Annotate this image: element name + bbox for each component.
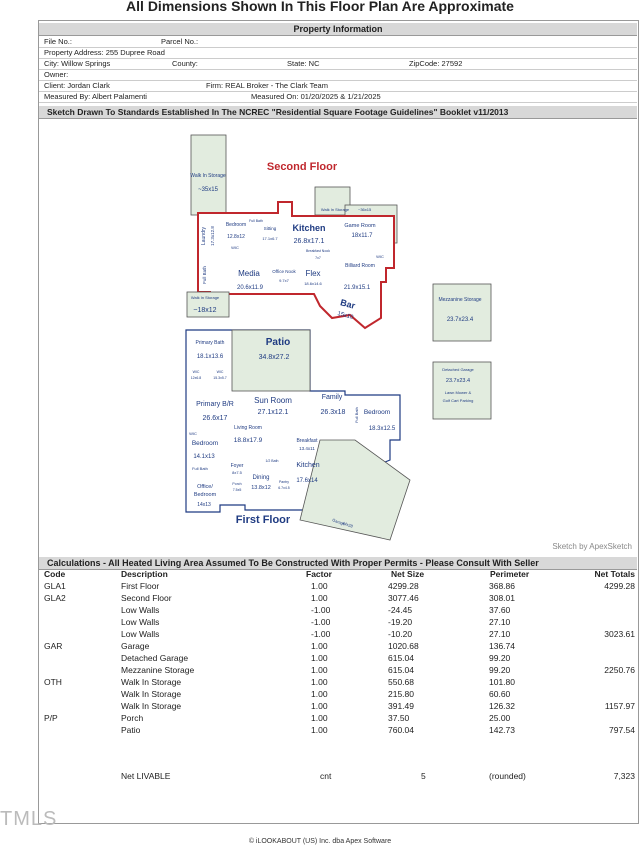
ff-bedroom-l: Bedroom — [191, 440, 219, 447]
detached-garage-note2: Golf Cart Parking — [442, 398, 474, 403]
ff-wic-b: WIC — [216, 370, 224, 374]
sf-media: Media — [238, 269, 260, 278]
sf-full-bath-2: Full Bath — [202, 266, 207, 284]
calc-net-size: -24.45 — [388, 605, 413, 615]
calc-factor: 1.00 — [311, 593, 328, 603]
calc-factor: 1.00 — [311, 725, 328, 735]
sf-sitting-dim: 17.1x6.7 — [262, 236, 278, 241]
calc-perimeter: 99.20 — [489, 665, 511, 675]
calc-perimeter: 101.80 — [489, 677, 515, 687]
sf-flex-dim: 18.6x14.6 — [304, 281, 322, 286]
property-row-3 — [39, 59, 637, 70]
sketch-by: Sketch by ApexSketch — [552, 542, 632, 551]
wis-top-label: Walk In Storage — [190, 173, 226, 179]
calc-net-size: 3077.46 — [388, 593, 419, 603]
sf-billiard-dim: 21.9x15.1 — [343, 285, 371, 291]
calc-net-total: 797.54 — [609, 725, 635, 735]
calc-header: Calculations - All Heated Living Area Assumed To Be Constructed With Proper Permits - Please Consult With Seller — [39, 557, 637, 570]
property-row-5 — [39, 81, 637, 92]
sf-wic: WIC — [231, 245, 239, 250]
garage-box — [300, 440, 410, 540]
net-livable-size: 5 — [421, 771, 426, 781]
calc-factor: -1.00 — [311, 617, 331, 627]
zipcode: ZipCode: 27592 — [409, 59, 463, 68]
measured-by: Measured By: Albert Palamenti — [44, 92, 147, 101]
ff-wic-c: WIC — [189, 431, 197, 436]
parcel-no: Parcel No.: — [161, 37, 199, 46]
calc-description: Low Walls — [121, 605, 160, 615]
calc-description: Detached Garage — [121, 653, 189, 663]
owner: Owner: — [44, 70, 69, 79]
calc-factor: 1.00 — [311, 689, 328, 699]
calc-net-size: 1020.68 — [388, 641, 419, 651]
calc-code: GAR — [44, 641, 63, 651]
col-description: Description — [121, 569, 168, 579]
calc-perimeter: 308.01 — [489, 593, 515, 603]
sf-laundry-dim: 17.3x12.8 — [210, 226, 215, 246]
sf-breakfast-nook-dim: 7x7 — [315, 256, 321, 260]
first-floor-title: First Floor — [235, 514, 291, 526]
sf-bedroom: Bedroom — [225, 222, 247, 228]
sf-breakfast-nook: Breakfast Nook — [306, 249, 330, 253]
calc-factor: 1.00 — [311, 713, 328, 723]
ff-primary-bath: Primary Bath — [195, 340, 225, 346]
detached-garage-label: Detached Garage — [442, 367, 474, 372]
detached-garage-note1: Lawn Mower & — [444, 390, 472, 395]
ff-wic-b-dim: 15.3x5.7 — [213, 376, 227, 380]
calc-factor: 1.00 — [311, 665, 328, 675]
calc-net-size: 391.49 — [388, 701, 414, 711]
ff-patio-dim: 34.8x27.2 — [258, 354, 290, 361]
client: Client: Jordan Clark — [44, 81, 110, 90]
ff-primary-br: Primary B/R — [196, 401, 234, 408]
calc-net-size: 4299.28 — [388, 581, 419, 591]
ff-sun-room-dim: 27.1x12.1 — [257, 409, 289, 416]
calc-description: Porch — [121, 713, 144, 723]
property-row-6 — [39, 92, 637, 103]
sf-game-room: Game Room — [344, 223, 376, 229]
col-net-totals: Net Totals — [594, 569, 635, 579]
ff-primary-br-dim: 26.6x17 — [202, 415, 228, 422]
ff-bedroom-r-dim: 18.3x12.5 — [368, 426, 396, 432]
ff-full-bath: Full Bath — [354, 407, 359, 423]
ff-primary-bath-dim: 18.1x13.6 — [196, 354, 224, 360]
calc-description: Low Walls — [121, 629, 160, 639]
sf-flex: Flex — [305, 269, 321, 278]
sf-office-nook-dim: 9.7x7 — [279, 278, 289, 283]
property-row-4 — [39, 70, 637, 81]
calc-net-size: 215.80 — [388, 689, 414, 699]
county: County: — [172, 59, 198, 68]
calc-factor: 1.00 — [311, 581, 328, 591]
calc-description: Low Walls — [121, 617, 160, 627]
mls-watermark: TMLS — [0, 808, 58, 830]
ff-dining-dim: 13.8x12 — [251, 485, 271, 491]
sf-kitchen-dim: 26.8x17.1 — [293, 238, 325, 245]
calc-net-total: 3023.61 — [604, 629, 635, 639]
floor-plan-sketch — [39, 120, 637, 552]
ff-family-dim: 26.3x18 — [320, 409, 346, 416]
ff-wic-a-dim: 12x6.8 — [190, 376, 202, 380]
ff-patio: Patio — [265, 337, 291, 348]
col-code: Code — [44, 569, 66, 579]
calc-net-size: -19.20 — [388, 617, 413, 627]
measured-on: Measured On: 01/20/2025 & 1/21/2025 — [251, 92, 381, 101]
sf-sitting: Sitting — [263, 226, 277, 231]
calc-net-size: 37.50 — [388, 713, 410, 723]
ff-half-bath: 1/2 Bath — [265, 459, 279, 463]
col-perimeter: Perimeter — [490, 569, 530, 579]
net-livable-total: 7,323 — [613, 771, 635, 781]
sf-office-nook: Office Nook — [272, 269, 296, 274]
net-livable-label: Net LIVABLE — [121, 771, 171, 781]
ff-living-room-dim: 18.8x17.9 — [233, 437, 263, 444]
property-info-header: Property Information — [39, 23, 637, 36]
mezzanine-label: Mezzanine Storage — [438, 297, 482, 303]
calc-perimeter: 368.86 — [489, 581, 515, 591]
sf-laundry: Laundry — [201, 226, 207, 246]
ff-full-bath-l: Full Bath — [192, 466, 208, 471]
calc-perimeter: 27.10 — [489, 617, 511, 627]
calc-description: Walk In Storage — [121, 677, 182, 687]
file-no: File No.: — [44, 37, 72, 46]
footer-copyright: © iLOOKABOUT (US) Inc. dba Apex Software — [248, 838, 392, 845]
calc-perimeter: 142.73 — [489, 725, 515, 735]
sf-full-bath: Full Bath — [249, 219, 263, 223]
property-row-2 — [39, 48, 637, 59]
ff-office-dim: 14x13 — [197, 502, 211, 508]
calc-net-size: 550.68 — [388, 677, 414, 687]
detached-garage-dim: 23.7x23.4 — [445, 378, 471, 384]
ff-office: Office/ — [197, 484, 213, 490]
net-livable-factor: cnt — [320, 771, 332, 781]
ff-dining: Dining — [252, 475, 270, 481]
calc-factor: 1.00 — [311, 653, 328, 663]
page-title: All Dimensions Shown In This Floor Plan Are Approximate — [126, 0, 514, 14]
calc-net-size: 615.04 — [388, 665, 414, 675]
calc-perimeter: 37.60 — [489, 605, 511, 615]
calc-net-size: 760.04 — [388, 725, 414, 735]
calc-factor: -1.00 — [311, 605, 331, 615]
calc-description: Walk In Storage — [121, 689, 182, 699]
calc-code: P/P — [44, 713, 58, 723]
sf-kitchen: Kitchen — [292, 223, 326, 233]
ff-kitchen-dim: 17.6x14 — [296, 478, 318, 484]
sf-media-dim: 20.6x11.9 — [237, 285, 263, 291]
ff-pantry: Pantry — [278, 480, 290, 484]
calc-net-total: 1157.97 — [604, 701, 635, 711]
calc-perimeter: 27.10 — [489, 629, 511, 639]
col-factor: Factor — [306, 569, 332, 579]
calc-code: GLA2 — [44, 593, 66, 603]
ff-garage-dim: 44x28 — [341, 520, 354, 529]
col-net-size: Net Size — [391, 569, 425, 579]
calc-description: Second Floor — [121, 593, 172, 603]
sf-billiard-room: Billiard Room — [345, 263, 375, 269]
calc-factor: -1.00 — [311, 629, 331, 639]
wis-left-label: Walk In Storage — [190, 295, 220, 300]
ff-garage: Garage — [331, 517, 346, 527]
calc-net-size: 615.04 — [388, 653, 414, 663]
calc-description: Mezzanine Storage — [121, 665, 195, 675]
ff-porch-dim: 7.5x5 — [232, 488, 242, 492]
wis-right-dim: ~36x15 — [358, 207, 372, 212]
calc-net-size: -10.20 — [388, 629, 413, 639]
ff-office-2: Bedroom — [193, 492, 217, 498]
calc-perimeter: 126.32 — [489, 701, 515, 711]
calc-perimeter: 136.74 — [489, 641, 515, 651]
calc-net-total: 2250.76 — [604, 665, 635, 675]
calc-description: Walk In Storage — [121, 701, 182, 711]
firm: Firm: REAL Broker - The Clark Team — [206, 81, 328, 90]
ff-foyer-dim: 8x7.5 — [232, 470, 242, 475]
ff-breakfast-dim: 13.4x11 — [299, 446, 315, 451]
wis-right-label: Walk In Storage — [320, 207, 350, 212]
calc-description: Patio — [121, 725, 141, 735]
calc-perimeter: 60.60 — [489, 689, 511, 699]
sf-bar-dim: 15x10 — [336, 311, 354, 322]
wis-top-dim: ~35x15 — [198, 187, 218, 193]
property-address: Property Address: 255 Dupree Road — [44, 48, 165, 57]
sf-bedroom-dim: 12.8x12 — [227, 234, 245, 240]
sf-game-room-dim: 18x11.7 — [351, 233, 373, 239]
ff-pantry-dim: 6.7x4.5 — [278, 486, 290, 490]
net-livable-perimeter: (rounded) — [489, 771, 526, 781]
ff-sun-room: Sun Room — [254, 396, 292, 405]
city: City: Willow Springs — [44, 59, 111, 68]
mezzanine-storage-box — [433, 284, 491, 341]
ff-living-room: Living Room — [234, 425, 262, 431]
ff-bedroom-l-dim: 14.1x13 — [193, 454, 215, 460]
wis-left-dim: ~18x12 — [193, 307, 217, 314]
ff-bedroom-r: Bedroom — [363, 409, 391, 416]
ff-porch: Porch — [232, 482, 242, 486]
second-floor-title: Second Floor — [266, 161, 338, 173]
ff-breakfast: Breakfast — [296, 438, 318, 444]
calc-perimeter: 99.20 — [489, 653, 511, 663]
calc-perimeter: 25.00 — [489, 713, 511, 723]
calc-factor: 1.00 — [311, 641, 328, 651]
ff-kitchen: Kitchen — [296, 462, 320, 469]
calc-factor: 1.00 — [311, 677, 328, 687]
ff-foyer: Foyer — [230, 463, 244, 469]
calc-code: OTH — [44, 677, 62, 687]
ff-family: Family — [321, 394, 343, 401]
calc-description: First Floor — [121, 581, 160, 591]
calc-code: GLA1 — [44, 581, 66, 591]
state: State: NC — [287, 59, 320, 68]
calc-net-total: 4299.28 — [604, 581, 635, 591]
ff-wic-a: WIC — [192, 370, 200, 374]
sf-bar: Bar — [339, 297, 357, 311]
calc-description: Garage — [121, 641, 150, 651]
property-row-1 — [39, 37, 637, 48]
sketch-header: Sketch Drawn To Standards Established In The NCREC "Residential Square Footage Guidelines" Booklet v11/2013 — [39, 106, 637, 119]
calc-factor: 1.00 — [311, 701, 328, 711]
sf-wic-right: WIC — [376, 254, 384, 259]
mezzanine-dim: 23.7x23.4 — [446, 317, 474, 323]
